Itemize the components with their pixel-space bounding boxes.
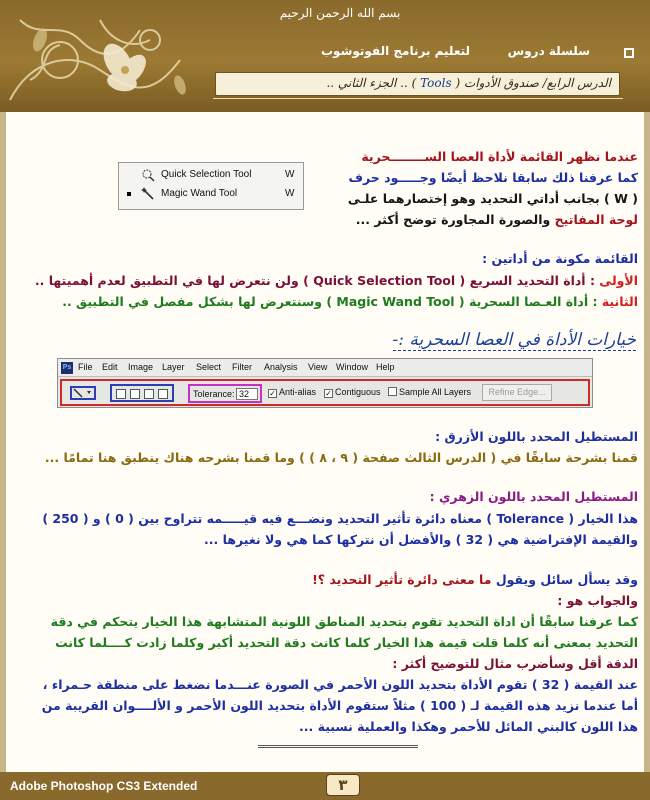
lesson-prefix: الدرس الرابع/ صندوق الأدوات ( <box>455 76 611 90</box>
intersect-selection-icon <box>158 389 168 399</box>
tool-menu-screenshot <box>118 162 304 210</box>
anti-alias-label: Anti-alias <box>279 387 317 397</box>
series-title <box>200 44 620 64</box>
question-lead: وقد يسأل سائل ويقول <box>491 572 638 587</box>
ps-menu-select: Select <box>196 362 222 372</box>
answer-heading: والجواب هو : <box>557 593 638 608</box>
checkbox-unchecked-icon <box>388 387 397 396</box>
ps-refine-edge: Refine Edge... <box>482 384 552 401</box>
end-divider <box>258 745 418 748</box>
header-rule <box>213 98 623 99</box>
ps-menu-image: Image <box>128 362 154 372</box>
menu-item-quick-selection <box>119 166 303 184</box>
ps-menu-analysis: Analysis <box>264 362 298 372</box>
contiguous-label: Contiguous <box>335 387 381 397</box>
intro-line-1: عندما نظهر القائمة لأداة العصا الســــــــحرية <box>361 149 638 164</box>
quick-selection-icon <box>141 168 155 182</box>
answer-line-4: عند القيمة ( 32 ) تقوم الأداة بتحديد اللون الأحمر في الصورة عنـــدما نضغط على منطقة حـمراء ، <box>42 677 638 692</box>
footer-bar <box>0 772 650 800</box>
blue-rect-heading: المستطيل المحدد باللون الأزرق : <box>435 429 638 444</box>
ps-menu-help: Help <box>376 362 395 372</box>
ps-tool-preset <box>70 386 96 400</box>
pink-rect-line-1: هذا الخيار ( Tolerance ) معناه دائرة تأثير التحديد ونضـــع فيه قيـــــمه تتراوح بين ( 0 ) و ( 250 ) <box>42 511 638 526</box>
selected-dot-icon <box>127 192 131 196</box>
intro-keyboard: لوحة المفاتيح <box>554 212 638 227</box>
second-text: : أداة العـصا السحرية ( Magic Wand Tool ) وسنتعرض لها بشكل مفصل في التطبيق .. <box>62 294 602 309</box>
intro-line-4 <box>356 209 638 230</box>
photoshop-logo-icon: Ps <box>61 362 73 374</box>
component-first <box>35 270 638 291</box>
lesson-tag: Tools <box>420 76 452 90</box>
magic-wand-icon <box>72 388 94 398</box>
sample-all-label: Sample All Layers <box>399 387 472 397</box>
options-title <box>330 330 636 351</box>
ps-tolerance-group <box>188 384 262 403</box>
series-label: سلسلة دروس <box>507 44 590 58</box>
component-second <box>62 291 638 312</box>
header-banner <box>0 0 650 112</box>
intro-line-2: كما عرفنا ذلك سابقا نلاحظ أيضًا وجـــــود حرف <box>348 170 638 185</box>
menu-item-magic-wand <box>119 185 303 203</box>
intro-line-3: ( W ) بجانب أداتي التحديد وهو إختصارهما علـى <box>347 191 638 206</box>
lesson-title-bar <box>215 72 620 96</box>
ps-contiguous <box>324 387 381 398</box>
menu-label: Quick Selection Tool <box>161 169 252 180</box>
answer-line-2: التحديد بمعنى أنه كلما قلت قيمة هذا الخيار كلما كانت دقة التحديد أكبر وكلما زادت كــــلما كانت <box>55 635 638 650</box>
ps-selection-modes <box>110 384 174 402</box>
program-label: لتعليم برنامج الفوتوشوب <box>321 44 470 58</box>
add-selection-icon <box>130 389 140 399</box>
subtract-selection-icon <box>144 389 154 399</box>
menu-label: Magic Wand Tool <box>161 188 238 199</box>
photoshop-options-screenshot <box>57 358 593 408</box>
tolerance-label: Tolerance: <box>193 389 235 399</box>
question-text: ما معنى دائرة تأثير التحديد ؟! <box>312 572 492 587</box>
checkbox-checked-icon: ✓ <box>325 389 332 398</box>
ps-menubar <box>58 359 592 377</box>
tolerance-value: 32 <box>236 388 258 400</box>
menu-shortcut: W <box>285 169 295 180</box>
menu-shortcut: W <box>285 188 295 199</box>
answer-line-1: كما عرفنا سابقًا أن اداة التحديد تقوم بتحديد المناطق اللونية المتشابهة هذا الخيار يتحكم في دقة <box>50 614 638 629</box>
ps-menu-edit: Edit <box>102 362 118 372</box>
ps-anti-alias <box>268 387 316 398</box>
page-number: ٣ <box>326 774 360 796</box>
first-label: الأولى <box>599 273 638 288</box>
answer-line-3: الدقة أقل وسأضرب مثال للتوضيح أكثر : <box>392 656 638 671</box>
second-label: الثانية <box>601 294 638 309</box>
lesson-title <box>326 76 611 90</box>
ps-menu-view: View <box>308 362 328 372</box>
basmala: بسم الله الرحمن الرحيم <box>279 6 401 20</box>
ps-sample-all <box>388 387 471 397</box>
first-text: : أداة التحديد السريع ( Quick Selection Tool ) ولن نتعرض لها في التطبيق لعدم أهميتها .. <box>34 273 600 288</box>
checkbox-checked-icon: ✓ <box>269 389 276 398</box>
footer-brand: Adobe Photoshop CS3 Extended <box>10 779 198 793</box>
pink-rect-line-2: والقيمة الإفتراضية هي ( 32 ) والأفضل أن نتركها كما هي ولا نغيرها ... <box>204 532 638 547</box>
components-heading: القائمة مكونة من أداتين : <box>482 251 638 266</box>
answer-line-5: أما عندما نزيد هذه القيمة لـ ( 100 ) مثلاً ستقوم الأداة بتحديد اللون الأحمر و الألــــوان القريبة من <box>41 698 638 713</box>
question <box>312 569 638 590</box>
blue-rect-text: قمنا بشرحة سابقًا في ( الدرس الثالث صفحة ( ٩ ، ٨ ) ) وما قمنا بشرحه هناك ينطبق هنا تمامًا ... <box>44 450 638 465</box>
square-bullet-icon <box>624 48 634 58</box>
pink-rect-heading: المستطيل المحدد باللون الزهري : <box>429 489 638 504</box>
new-selection-icon <box>116 389 126 399</box>
answer-line-6: هذا اللون كالبني المائل للأحمر وهكذا والعملية نسبية ... <box>299 719 638 734</box>
ps-menu-window: Window <box>336 362 369 372</box>
intro-line-4-rest: والصورة المجاورة توضح أكثر ... <box>355 212 555 227</box>
lesson-suffix: ) .. الجزء الثاني .. <box>326 76 417 90</box>
options-title-text: خيارات الأداة في العصا السحرية :- <box>392 330 636 350</box>
ps-menu-file: File <box>78 362 93 372</box>
ps-options-bar <box>60 379 590 406</box>
ps-menu-filter: Filter <box>232 362 252 372</box>
ps-menu-layer: Layer <box>162 362 185 372</box>
magic-wand-icon <box>141 187 155 201</box>
